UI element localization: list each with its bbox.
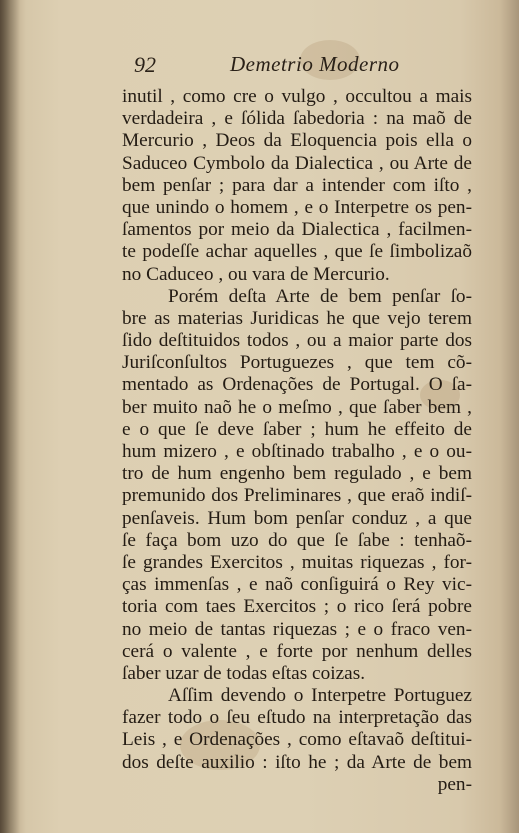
text-line: Porém deſta Arte de bem penſar ſo-: [168, 285, 472, 307]
text-line: premunido dos Preliminares , que eraõ indiſ-: [122, 485, 472, 507]
text-line: Aſſim devendo o Interpetre Portuguez: [168, 685, 472, 707]
text-line: ſe faça bom uzo do que ſe ſabe : tenhaõ-: [122, 529, 472, 551]
text-line: penſaveis. Hum bom penſar conduz , a que: [122, 507, 472, 529]
text-line: ſe grandes Exercitos , muitas riquezas , for-: [122, 551, 472, 573]
text-line: mentado as Ordenações de Portugal. O ſa-: [122, 374, 472, 396]
text-line: Leis , e Ordenações , como eſtavaõ deſtitui-: [122, 729, 472, 751]
text-line: tro de hum engenho bem regulado , e bem: [122, 463, 472, 485]
text-line: ber muito naõ he o meſmo , que ſaber bem ,: [122, 396, 472, 418]
text-line: Saduceo Cymbolo da Dialectica , ou Arte de: [122, 152, 472, 174]
text-line: no meio de tantas riquezas ; e o fraco ven-: [122, 618, 472, 640]
text-line: bem penſar ; para dar a intender com iſto ,: [122, 174, 472, 196]
spine-shadow: [0, 0, 20, 833]
text-line: no Caduceo , ou vara de Mercurio.: [122, 263, 390, 285]
text-line: hum mizero , e obſtinado trabalho , e o ou-: [122, 441, 472, 462]
text-line: dos deſte auxilio : iſto he ; da Arte de bem: [122, 751, 472, 773]
text-line: ças immenſas , e naõ conſiguirá o Rey vic-: [122, 574, 472, 596]
page-header: [122, 52, 482, 82]
text-line: te podeſſe achar aquelles , que ſe ſimbolizaõ: [122, 241, 472, 263]
text-line: pen-: [437, 773, 472, 795]
text-line: ſamentos por meio da Dialectica , facilmen-: [122, 219, 472, 241]
text-line: ſido deſtituidos todos , ou a maior parte dos: [122, 330, 472, 352]
text-line: Juriſconſultos Portuguezes , que tem cõ-: [122, 352, 472, 374]
text-line: Mercurio , Deos da Eloquencia pois ella o: [122, 130, 472, 152]
running-head: Demetrio Moderno: [230, 52, 400, 76]
text-line: e o que ſe deve ſaber ; hum he effeito de: [122, 418, 472, 440]
text-line: verdadeira , e ſólida ſabedoria : na maõ de: [122, 108, 472, 130]
text-line: fazer todo o ſeu eſtudo na interpretação das: [122, 707, 472, 729]
page-number: 92: [134, 52, 156, 77]
text-line: ſaber uzar de todas eſtas coizas.: [122, 662, 366, 684]
text-line: que unindo o homem , e o Interpetre os pen-: [122, 196, 472, 218]
text-line: toria com taes Exercitos ; o rico ſerá pobre: [122, 596, 472, 618]
text-line: inutil , como cre o vulgo , occultou a mais: [122, 86, 472, 107]
text-line: bre as materias Juridicas he que vejo terem: [122, 307, 472, 329]
body-text: [122, 86, 472, 796]
text-line: cerá o valente , e forte por nenhum delles: [122, 640, 472, 662]
